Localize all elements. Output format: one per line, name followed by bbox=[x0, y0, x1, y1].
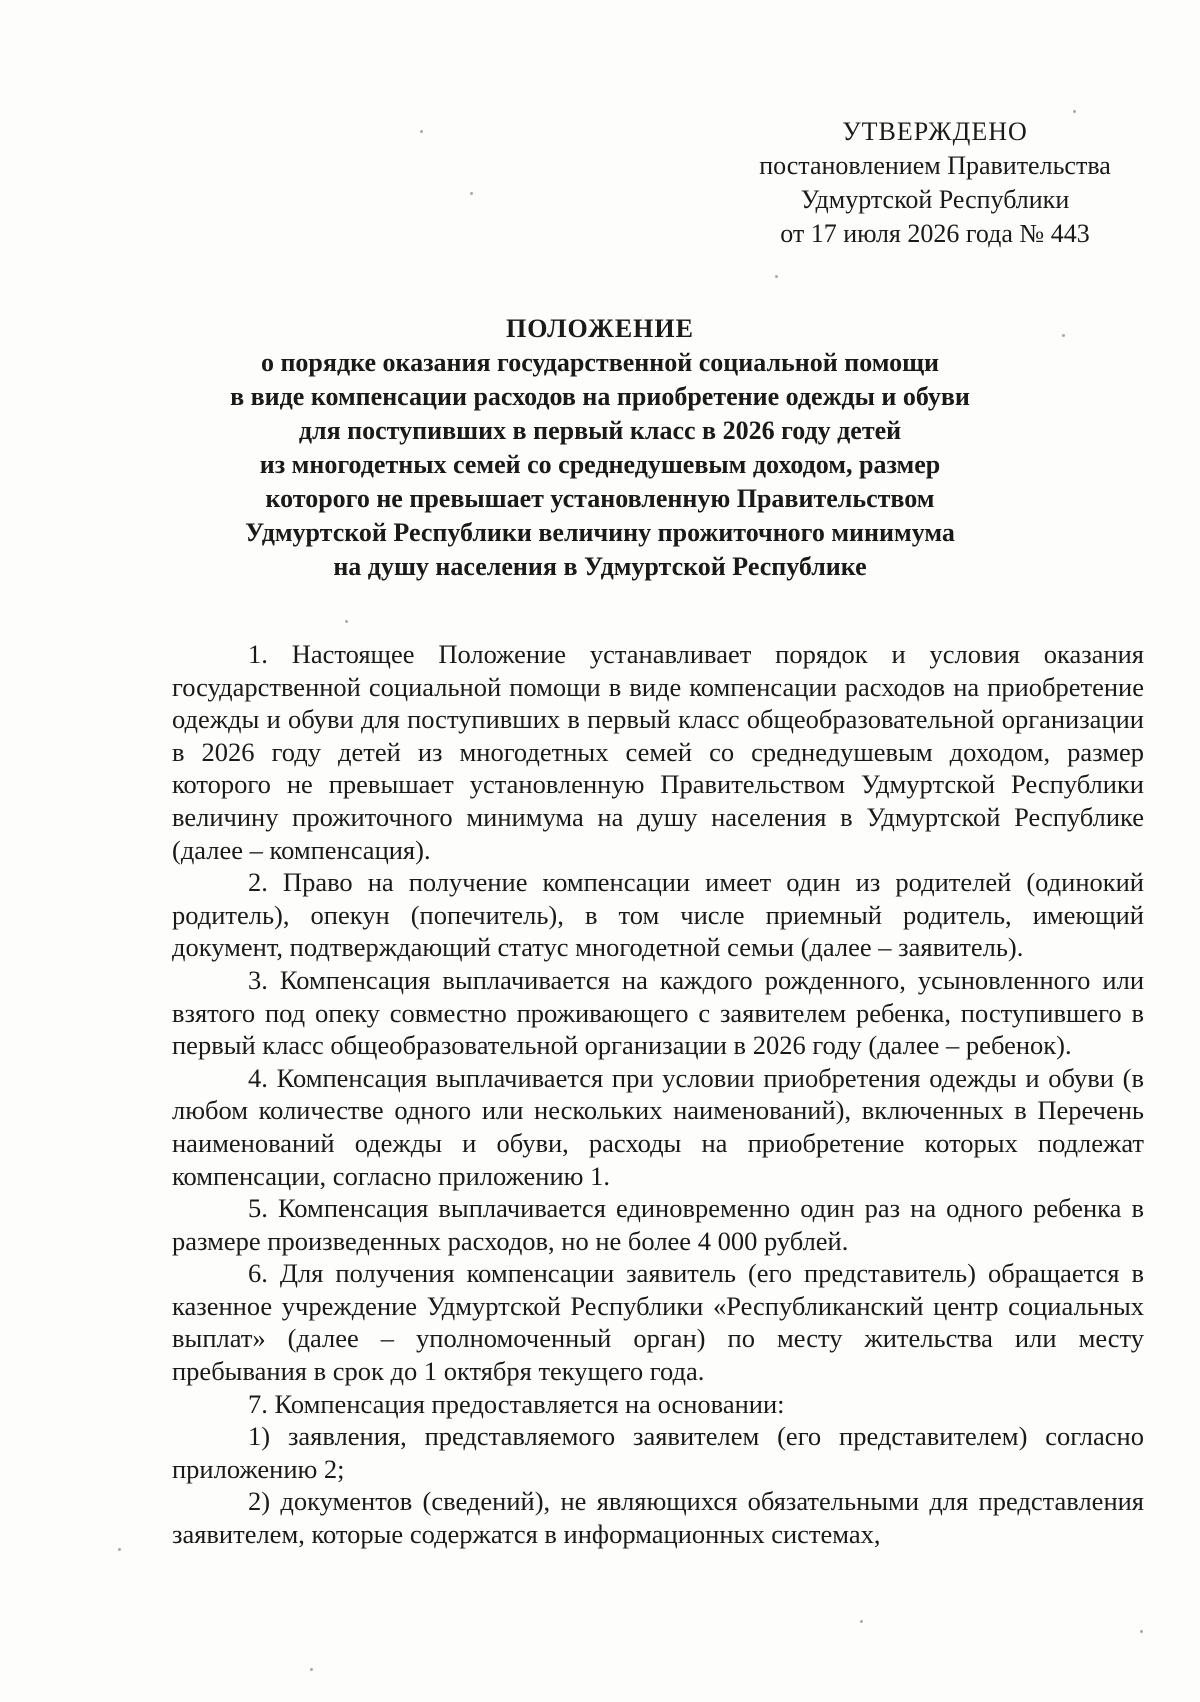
paragraph-5: 5. Компенсация выплачивается единовременно один раз на одного ребенка в размере произведенных расходов, но не более 4 000 рублей. bbox=[172, 1193, 1144, 1256]
title-line: на душу населения в Удмуртской Республике bbox=[333, 552, 867, 581]
scan-speck bbox=[1140, 1630, 1143, 1633]
title-line: Удмуртской Республики величину прожиточного минимума bbox=[245, 518, 955, 547]
scan-speck bbox=[775, 275, 778, 278]
paragraph-2: 2. Право на получение компенсации имеет один из родителей (одинокий родитель), опекун (попечитель), в том числе приемный родитель, имеющий документ, подтверждающий статус многодетной семьи (далее – заявитель). bbox=[172, 867, 1144, 963]
title-line: для поступивших в первый класс в 2026 году детей bbox=[298, 416, 902, 445]
paragraph-3: 3. Компенсация выплачивается на каждого рожденного, усыновленного или взятого под опеку совместно проживающего с заявителем ребенка, поступившего в первый класс общеобразовательной организации в 2026 году (далее – ребенок). bbox=[172, 964, 1144, 1061]
document-body bbox=[172, 638, 1144, 1551]
title-line: которого не превышает установленную Правительством bbox=[265, 484, 935, 513]
title-line: в виде компенсации расходов на приобретение одежды и обуви bbox=[230, 382, 970, 411]
approval-heading: УТВЕРЖДЕНО bbox=[842, 117, 1028, 146]
title-heading: ПОЛОЖЕНИЕ bbox=[506, 314, 694, 343]
approval-block bbox=[700, 115, 1170, 251]
scan-speck bbox=[470, 192, 473, 195]
scan-speck bbox=[420, 130, 423, 133]
paragraph-6: 6. Для получения компенсации заявитель (его представитель) обращается в казенное учреждение Удмуртской Республики «Республиканский центр социальных выплат» (далее – уполномоченный орган) по месту жительства или месту пребывания в срок до 1 октября текущего года. bbox=[172, 1258, 1144, 1387]
scan-speck bbox=[345, 620, 348, 623]
scan-speck bbox=[1062, 334, 1065, 337]
paragraph-4: 4. Компенсация выплачивается при условии приобретения одежды и обуви (в любом количестве одного или нескольких наименований), включенных в Перечень наименований одежды и обуви, расходы на приобретение которых подлежат компенсации, согласно приложению 1. bbox=[172, 1062, 1144, 1191]
title-line: из многодетных семей со среднедушевым доходом, размер bbox=[259, 450, 941, 479]
scan-speck bbox=[118, 1548, 121, 1551]
approval-region: Удмуртской Республики bbox=[800, 185, 1070, 214]
scan-speck bbox=[310, 1668, 313, 1671]
scan-speck bbox=[860, 1620, 863, 1623]
paragraph-1: 1. Настоящее Положение устанавливает порядок и условия оказания государственной социальной помощи в виде компенсации расходов на приобретение одежды и обуви для поступивших в первый класс общеобразовательной организации в 2026 году детей из многодетных семей со среднедушевым доходом, размер которого не превышает установленную Правительством Удмуртской Республики величину прожиточного минимума на душу населения в Удмуртской Республике (далее – компенсация). bbox=[172, 639, 1144, 865]
paragraph-7: 7. Компенсация предоставляется на основании: bbox=[248, 1388, 785, 1419]
title-line: о порядке оказания государственной социальной помощи bbox=[260, 348, 940, 377]
paragraph-7-item-1: 1) заявления, представляемого заявителем (его представителем) согласно приложению 2; bbox=[172, 1421, 1144, 1484]
document-title bbox=[160, 312, 1040, 584]
paragraph-7-item-2: 2) документов (сведений), не являющихся обязательными для представления заявителем, которые содержатся в информационных системах, bbox=[172, 1486, 1144, 1550]
approval-authority: постановлением Правительства bbox=[759, 151, 1111, 180]
approval-date-number: от 17 июля 2026 года № 443 bbox=[780, 219, 1090, 248]
scan-speck bbox=[1073, 110, 1076, 113]
